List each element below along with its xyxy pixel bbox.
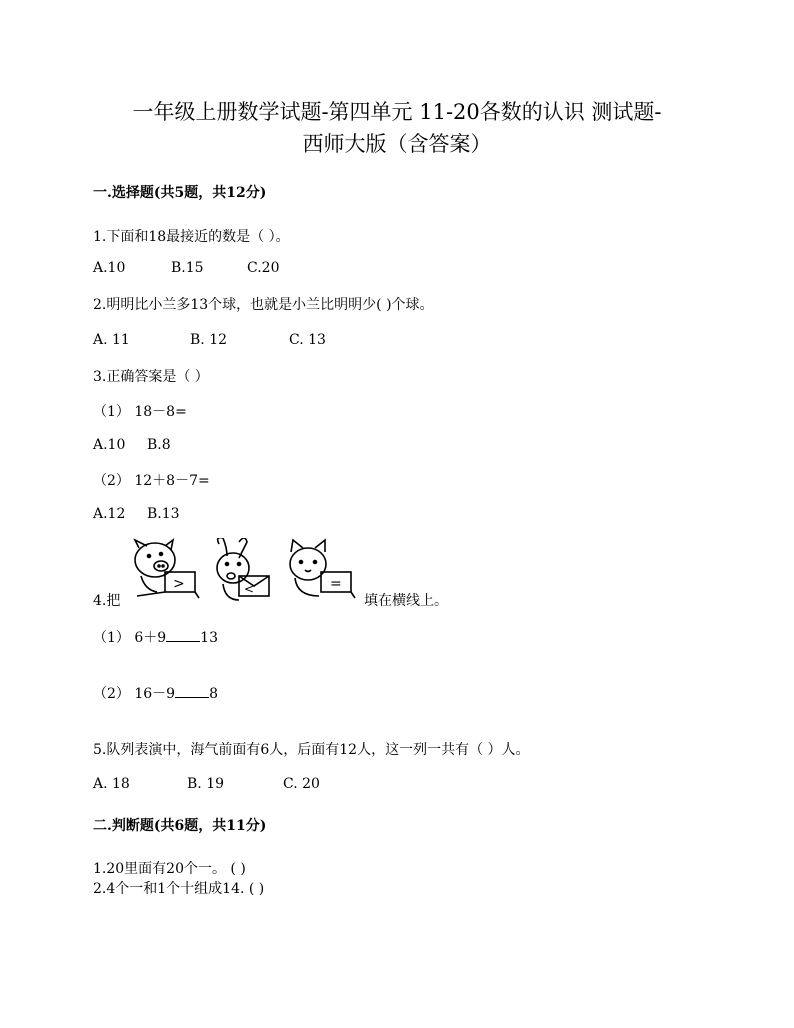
option-b: B.15	[171, 260, 204, 276]
question-5-options	[93, 776, 320, 792]
question-2-options	[93, 332, 326, 348]
title-line-2: 西师大版（含答案）	[302, 132, 492, 156]
title-line-1: 一年级上册数学试题-第四单元 11-20各数的认识 测试题-	[132, 100, 662, 124]
expression-right: 13	[200, 630, 218, 646]
answer-blank[interactable]	[175, 685, 209, 698]
option-c: C.20	[247, 260, 280, 276]
option-a: A.12	[93, 506, 126, 522]
option-c: C. 13	[289, 332, 326, 348]
expression-left: （1） 6＋9	[93, 630, 167, 646]
equals-sign: =	[330, 576, 342, 592]
question-1-options	[93, 260, 279, 276]
document-title	[0, 96, 794, 160]
question-1-text: 1.下面和18最接近的数是（ ）。	[93, 229, 290, 245]
animal-signs-picture	[127, 538, 362, 604]
less-than-sign: <	[244, 582, 255, 596]
question-3-text: 3.正确答案是（ ）	[93, 369, 209, 385]
question-3-sub-2-options	[93, 506, 180, 522]
question-4-suffix: 填在横线上。	[364, 593, 448, 609]
question-4-prefix: 4.把	[93, 593, 121, 609]
section-heading-judgement: 二.判断题(共6题，共11分)	[93, 818, 267, 834]
option-b: B. 12	[190, 332, 228, 348]
option-c: C. 20	[283, 776, 320, 792]
question-3-sub-1: （1） 18－8=	[93, 404, 187, 420]
option-b: B.13	[147, 506, 180, 522]
section-heading-choice: 一.选择题(共5题，共12分)	[93, 185, 267, 201]
option-a: A.10	[93, 260, 126, 276]
question-4-sub-1	[93, 627, 218, 647]
option-a: A. 11	[93, 332, 130, 348]
question-3-sub-1-options	[93, 437, 171, 453]
greater-than-sign: >	[173, 576, 185, 592]
judgement-question-2: 2.4个一和1个十组成14. ( )	[93, 881, 265, 897]
option-b: B. 19	[187, 776, 225, 792]
question-4-sub-2	[93, 683, 218, 703]
question-5-text: 5.队列表演中，海气前面有6人，后面有12人，这一列一共有（ ）人。	[93, 742, 530, 758]
expression-right: 8	[209, 686, 219, 702]
option-a: A.10	[93, 437, 126, 453]
judgement-question-1: 1.20里面有20个一。 ( )	[93, 861, 246, 877]
question-3-sub-2: （2） 12＋8－7=	[93, 473, 210, 489]
question-2-text: 2.明明比小兰多13个球，也就是小兰比明明少( )个球。	[93, 297, 434, 313]
answer-blank[interactable]	[166, 629, 200, 642]
expression-left: （2） 16－9	[93, 686, 176, 702]
option-b: B.8	[147, 437, 171, 453]
option-a: A. 18	[93, 776, 130, 792]
